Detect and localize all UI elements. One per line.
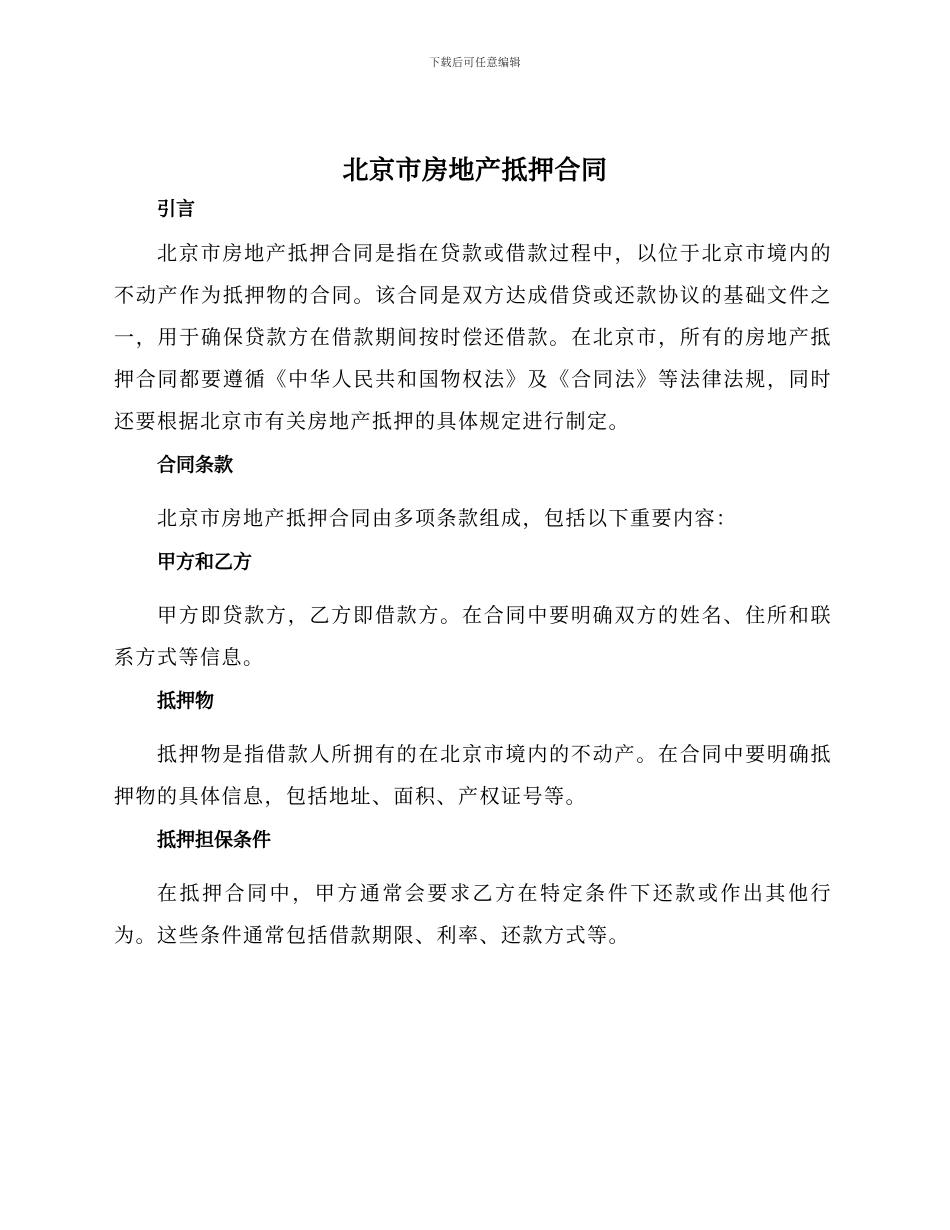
section-paragraph-parties: 甲方即贷款方，乙方即借款方。在合同中要明确双方的姓名、住所和联系方式等信息。 [114,603,832,669]
document-body [114,194,832,964]
section-paragraph-contract-terms: 北京市房地产抵押合同由多项条款组成，包括以下重要内容： [157,506,738,530]
section-heading-intro: 引言 [157,198,196,220]
section-heading-collateral: 抵押物 [157,690,215,712]
section-heading-contract-terms: 合同条款 [157,454,234,476]
section-heading-parties: 甲方和乙方 [157,551,253,573]
header-note: 下载后可任意编辑 [429,56,521,69]
section-paragraph-guarantee-conditions: 在抵押合同中，甲方通常会要求乙方在特定条件下还款或作出其他行为。这些条件通常包括借款期限、利率、还款方式等。 [114,881,832,947]
document-title: 北京市房地产抵押合同 [342,156,608,186]
section-paragraph-intro: 北京市房地产抵押合同是指在贷款或借款过程中，以位于北京市境内的不动产作为抵押物的合同。该合同是双方达成借贷或还款协议的基础文件之一，用于确保贷款方在借款期间按时偿还借款。在北京市，所有的房地产抵押合同都要遵循《中华人民共和国物权法》及《合同法》等法律法规，同时还要根据北京市有关房地产抵押的具体规定进行制定。 [114,241,832,433]
section-paragraph-collateral: 抵押物是指借款人所拥有的在北京市境内的不动产。在合同中要明确抵押物的具体信息，包括地址、面积、产权证号等。 [114,742,832,808]
section-heading-guarantee-conditions: 抵押担保条件 [157,829,272,851]
